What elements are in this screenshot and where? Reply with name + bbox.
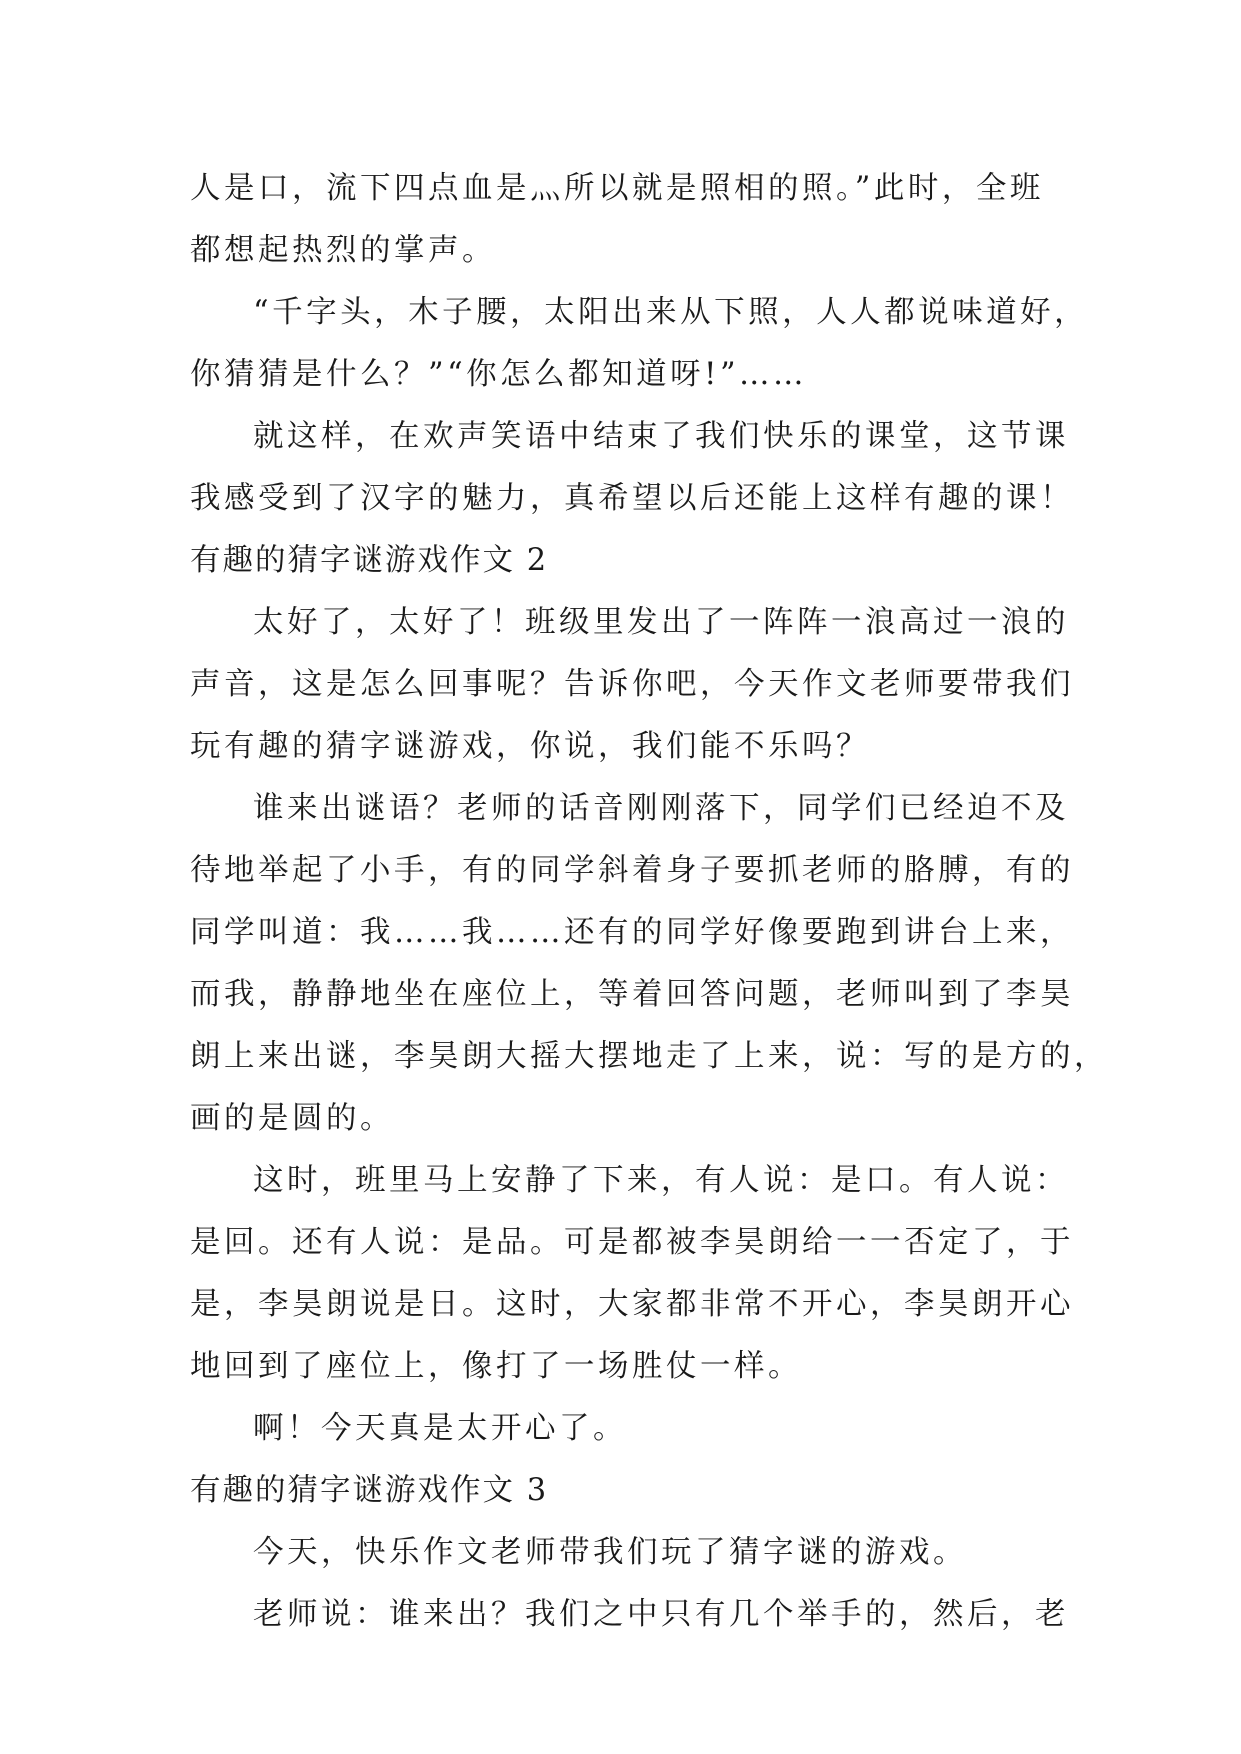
text-line: 玩有趣的猜字谜游戏，你说，我们能不乐吗？: [190, 729, 870, 764]
text-line: 就这样，在欢声笑语中结束了我们快乐的课堂，这节课: [253, 419, 1069, 454]
text-line: 我感受到了汉字的魅力，真希望以后还能上这样有趣的课！: [190, 481, 1074, 516]
text-line: 人是口，流下四点血是灬所以就是照相的照。”此时，全班: [190, 171, 1044, 206]
text-line: 同学叫道：我……我……还有的同学好像要跑到讲台上来，: [190, 915, 1074, 950]
text-line: 而我，静静地坐在座位上，等着回答问题，老师叫到了李昊: [190, 977, 1074, 1012]
section-heading: 有趣的猜字谜游戏作文 2: [190, 543, 549, 578]
text-line: 老师说：谁来出？我们之中只有几个举手的，然后，老: [253, 1597, 1069, 1632]
text-line: 待地举起了小手，有的同学斜着身子要抓老师的胳膊，有的: [190, 853, 1074, 888]
text-line: “千字头，木子腰，太阳出来从下照，人人都说味道好，: [253, 295, 1089, 330]
text-line: 你猜猜是什么？”“你怎么都知道呀!”……: [190, 357, 808, 392]
text-line: 这时，班里马上安静了下来，有人说：是口。有人说：: [253, 1163, 1069, 1198]
text-line: 地回到了座位上，像打了一场胜仗一样。: [190, 1349, 802, 1384]
text-line: 谁来出谜语？老师的话音刚刚落下，同学们已经迫不及: [253, 791, 1069, 826]
text-line: 是回。还有人说：是品。可是都被李昊朗给一一否定了，于: [190, 1225, 1074, 1260]
text-line: 都想起热烈的掌声。: [190, 233, 496, 268]
text-line: 声音，这是怎么回事呢？告诉你吧，今天作文老师要带我们: [190, 667, 1074, 702]
text-line: 是，李昊朗说是日。这时，大家都非常不开心，李昊朗开心: [190, 1287, 1074, 1322]
section-heading: 有趣的猜字谜游戏作文 3: [190, 1473, 549, 1508]
document-body: [190, 158, 1108, 1646]
text-line: 啊！今天真是太开心了。: [253, 1411, 627, 1446]
text-line: 今天，快乐作文老师带我们玩了猜字谜的游戏。: [253, 1535, 967, 1570]
text-line: 太好了，太好了！班级里发出了一阵阵一浪高过一浪的: [253, 605, 1069, 640]
text-line: 画的是圆的。: [190, 1101, 394, 1136]
text-line: 朗上来出谜，李昊朗大摇大摆地走了上来，说：写的是方的，: [190, 1039, 1108, 1074]
